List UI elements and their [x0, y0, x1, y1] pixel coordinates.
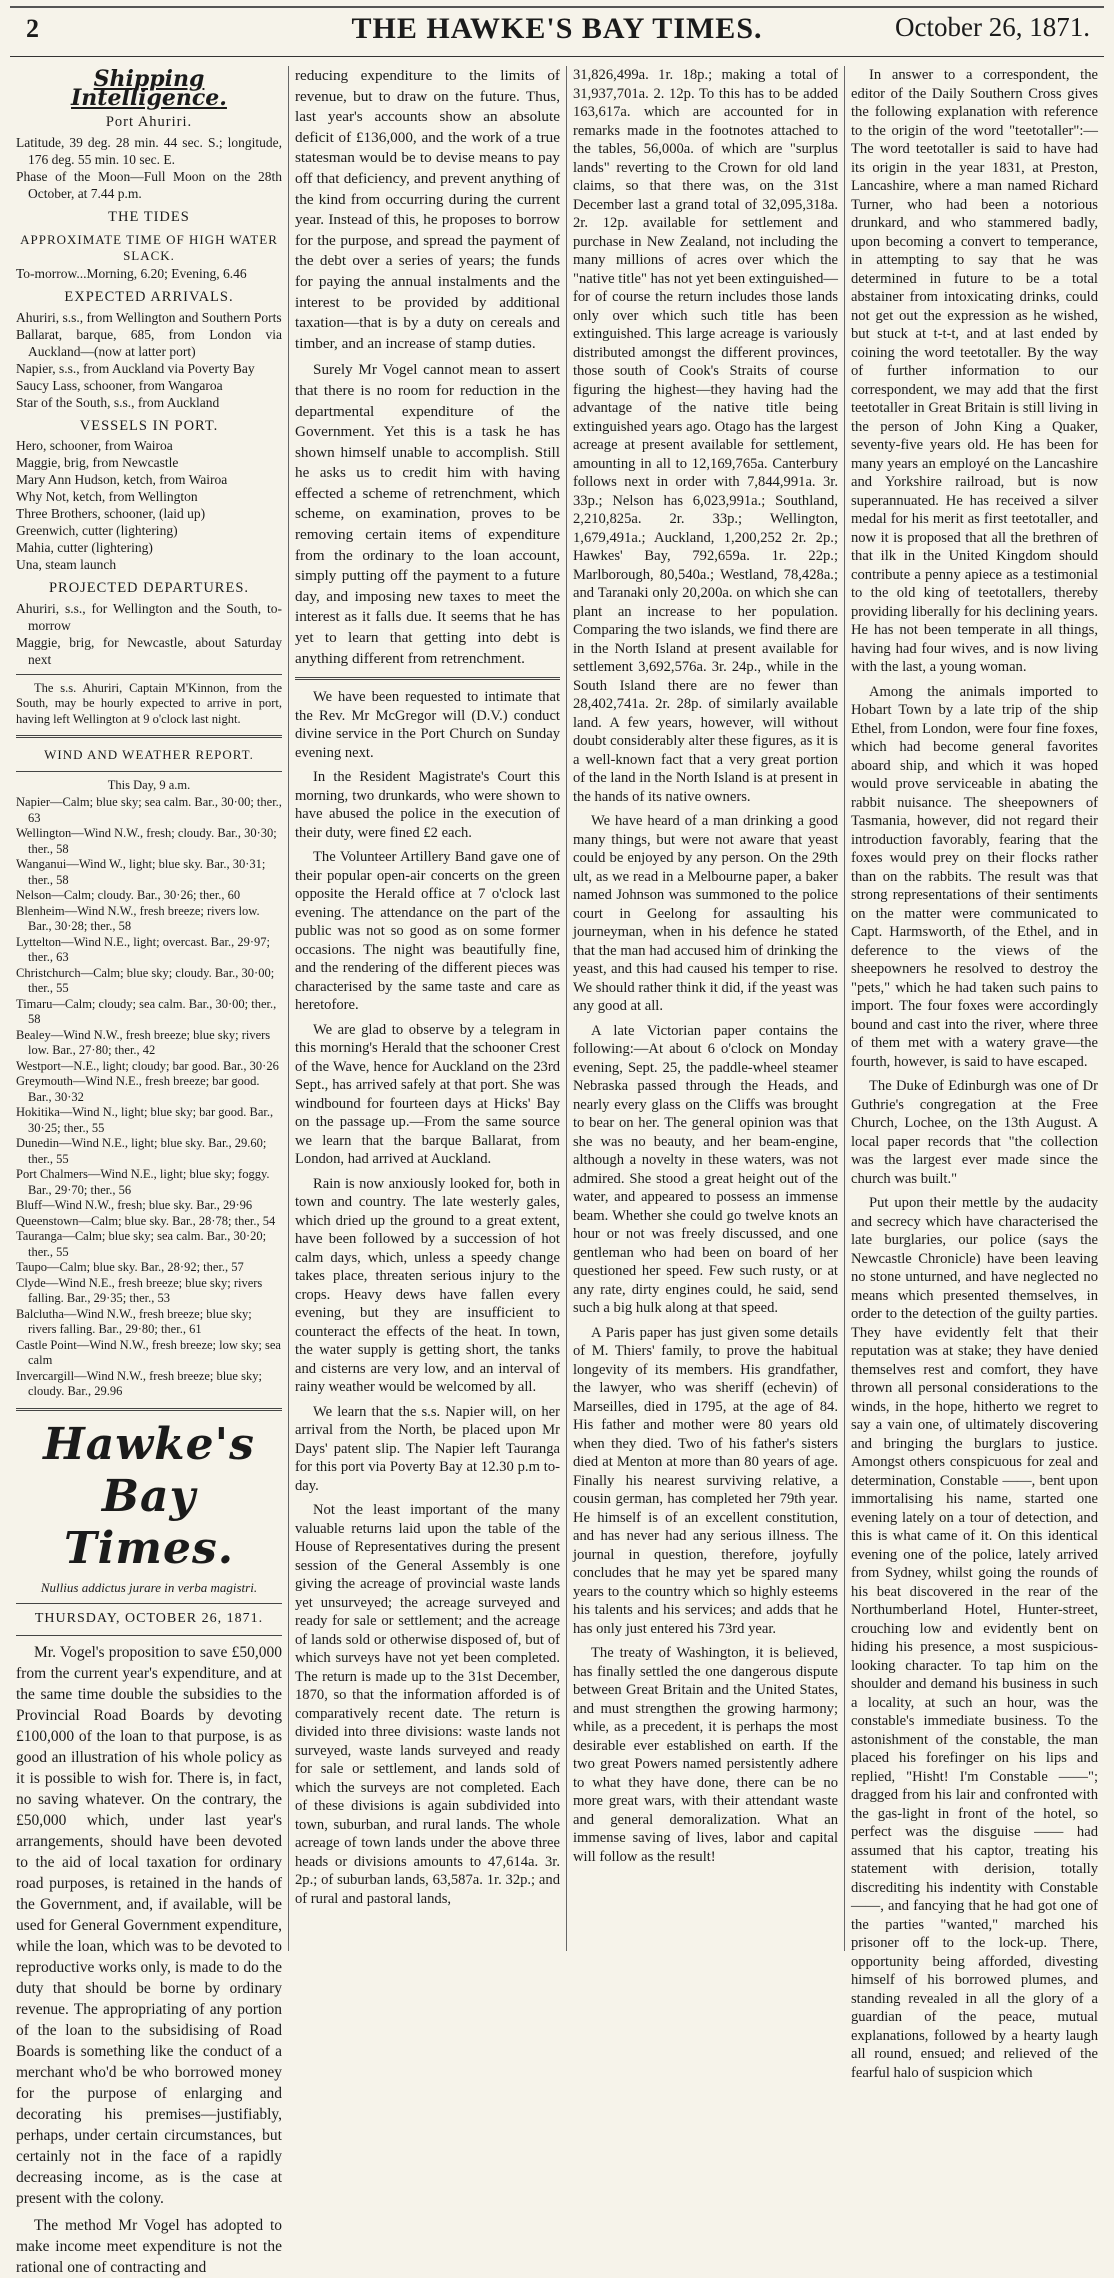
news-item: Rain is now anxiously looked for, both in town and country. The late westerly gales, which dried up the ground to a great extent, have been followed by a succession of hot calm days, which, unless a speedy change takes place, threaten serious injury to the crops. Heavy dews have fallen every evening, but they are insufficient to counteract the effects of the heat. In town, the water supply is getting short, the tanks and cisterns are very low, and an interval of rainy weather would be welcomed by all.	[295, 1175, 560, 1396]
masthead	[10, 0, 1104, 57]
weather-entry: Clyde—Wind N.E., fresh breeze; blue sky; rivers falling. Bar., 29·35; ther., 53	[16, 1275, 263, 1305]
in-port-item: Three Brothers, schooner, (laid up)	[16, 506, 206, 521]
divider	[16, 735, 282, 738]
arrivals-heading: EXPECTED ARRIVALS.	[64, 289, 234, 305]
arrival-item: Star of the South, s.s., from Auckland	[16, 394, 220, 410]
shipping-notice: The s.s. Ahuriri, Captain M'Kinnon, from the South, may be hourly expected to arrive in port, having left Wellington at 9 o'clock last night.	[16, 680, 282, 726]
weather-entry: Queenstown—Calm; blue sky. Bar., 28·78; ther., 54	[16, 1213, 276, 1228]
editorial-paragraph: Surely Mr Vogel cannot mean to assert that there is no room for reduction in the departmental expenditure of the Government. Yet this is a task he has shown himself unable to accomplish. Still he asks us to credit him with having effected a scheme of retrenchment, which scheme, on examination, proves to be removing certain items of expenditure from the ordinary to the loan account, simply putting off the payment to a future day, and imposing new taxes to meet the interest as it falls due. It seems that he has yet to learn that getting into debt is anything different from retrenchment.	[295, 361, 560, 667]
weather-entry: Wanganui—Wind W., light; blue sky. Bar., 30·31; ther., 58	[16, 857, 266, 887]
weather-entry: Balclutha—Wind N.W., fresh breeze; blue sky; rivers falling. Bar., 29·80; ther., 61	[16, 1306, 252, 1336]
news-item: 31,826,499a. 1r. 18p.; making a total of 31,937,701a. 2. 12p. To this has to be added 163,617a. which are accounted for in remarks made in the footnotes attached to the tables, 56,000a. of which are "surplus lands" reverting to the Crown for old land claims, so that there was, on the 31st December last a grand total of 32,095,318a. 2r. 12p. available for settlement and purchase in New Zealand, not including the many millions of acres over which the "native title" has not yet been extinguished—for of course the return includes those lands only over which such title has been extinguished. This large acreage is variously distributed amongst the different provinces, those south of Cook's Straits of course figuring the highest—they having had the advantage of the native title being extinguished years ago. Otago has the largest acreage at present available for settlement, amounting in all to 12,169,765a. Canterbury follows next in order with 7,844,991a. 3r. 33p.; Nelson has 6,023,991a.; Southland, 2,210,825a. 2r. 33p.; Wellington, 1,679,491a.; Auckland, 1,200,252 2r. 2p.; Hawkes' Bay, 792,659a. 1r. 22p.; Marlborough, 80,540a.; Westland, 78,428a.; and Taranaki only 20,200a. on which she can plant an increase to her population. Comparing the two islands, we find there are in the North Island at present available for settlement 3,692,576a. 3r. 24p., while in the South Island there are no fewer than 28,402,741a. 2r. 28p. of similarly available land. A few years, however, will without doubt considerably alter these figures, as it is a well-known fact that a very great portion of the land in the North Island is at present in the hands of its native owners.	[573, 67, 838, 805]
editorial-paragraph: Mr. Vogel's proposition to save £50,000 from the current year's expenditure, and at the same time double the subsidies to the Provincial Road Boards by devoting £100,000 of the loan to that purpose, is as good an illustration of his whole policy as it is possible to wish for. There is, in fact, no saving whatever. On the contrary, the £50,000 which, under last year's arrangements, should have been devoted to the aid of local taxation for ordinary road purposes, is retained in the hands of the Government, and, if available, will be used for General Government expenditure, while the loan, which was to be devoted to reproductive works only, is made to do the duty that should be borne by ordinary revenue. The appropriating of any portion of the loan to the subsidising of Road Boards is something like the conduct of a merchant who'd be who borrowed money for the purpose of enlarging and decorating his premises—justifiably, perhaps, under certain circumstances, but certainly not in the face of a rapidly decreasing income, as is the case at present with the colony.	[16, 1643, 282, 2207]
tides-subheading: APPROXIMATE TIME OF HIGH WATER SLACK.	[20, 232, 278, 263]
divider	[16, 1408, 282, 1411]
in-port-heading: VESSELS IN PORT.	[79, 417, 219, 434]
weather-entry: Bluff—Wind N.W., fresh; blue sky. Bar., 29·96	[16, 1198, 253, 1212]
weather-entry: Nelson—Calm; cloudy. Bar., 30·26; ther., 60	[16, 888, 241, 902]
editorial-nameplate: Hawke's Bay Times.	[43, 1418, 255, 1574]
weather-entry: Invercargill—Wind N.W., fresh breeze; blue sky; cloudy. Bar., 29.96	[16, 1368, 262, 1398]
in-port-item: Hero, schooner, from Wairoa	[16, 438, 173, 453]
weather-entry: Castle Point—Wind N.W., fresh breeze; low sky; sea calm	[16, 1337, 281, 1367]
news-item: Among the animals imported to Hobart Town by a late trip of the ship Ethel, from London, were four fine foxes, which had become general favorites aboard ship, and which it was hoped would prove serviceable in abating the rabbit nuisance. The sheepowners of Tasmania, however, did not regard their introduction favorably, fearing that the foxes would prey on their flocks rather than on the rabbits. The result was that strong representations of their sentiments on the matter were communicated to Capt. Harmsworth, of the Ethel, and in deference to the views of the sheepowners he resolved to destroy the "pets," which he had taken such pains to import. The four foxes were accordingly bound and cast into the river, where three of them met with a watery grave—the fourth, however, is said to have escaped.	[851, 683, 1098, 1070]
weather-entry: Christchurch—Calm; blue sky; cloudy. Bar., 30·00; ther., 55	[16, 965, 275, 995]
newspaper-title: THE HAWKE'S BAY TIMES.	[351, 12, 763, 45]
news-item: The Volunteer Artillery Band gave one of their popular open-air concerts on the green opposite the Herald office at 7 o'clock last evening. The attendance on the part of the public was not so good as on some former occasions. The night was beautifully fine, and the rendering of the different pieces was characterised by the same taste and care as heretofore.	[295, 849, 560, 1014]
moon-phase: Phase of the Moon—Full Moon on the 28th October, at 7.44 p.m.	[16, 168, 282, 201]
divider	[16, 1603, 282, 1604]
departure-item: Ahuriri, s.s., for Wellington and the South, to-morrow	[16, 600, 282, 633]
column-1	[10, 66, 288, 2276]
divider	[16, 674, 282, 675]
arrival-item: Ballarat, barque, 685, from London via Auckland—(now at latter port)	[16, 326, 282, 359]
column-3	[566, 66, 844, 1951]
divider	[16, 771, 282, 772]
news-item: We learn that the s.s. Napier will, on her arrival from the North, be placed upon Mr Days' patent slip. The Napier left Tauranga for this port via Poverty Bay at 12.30 p.m to-day.	[295, 1403, 560, 1494]
weather-entry: Greymouth—Wind N.E., fresh breeze; bar good. Bar., 30·32	[16, 1074, 260, 1104]
columns	[10, 66, 1104, 2276]
weather-entry: Napier—Calm; blue sky; sea calm. Bar., 30·00; ther., 63	[16, 795, 282, 825]
editorial-paragraph: The method Mr Vogel has adopted to make income meet expenditure is not the rational one of contracting and	[16, 2216, 282, 2276]
editorial-date: THURSDAY, OCTOBER 26, 1871.	[34, 1611, 264, 1626]
in-port-item: Una, steam launch	[16, 557, 117, 572]
weather-time: This Day, 9 a.m.	[107, 777, 191, 792]
news-item: Not the least important of the many valuable returns laid upon the table of the House of Representatives during the present session of the General Assembly is one giving the acreage of provincial waste lands yet unsurveyed; the acreage surveyed and ready for sale or settlement; and the acreage of lands sold or otherwise disposed of, but of which surveys have not yet been completed. The return is made up to the 31st December, 1870, so that the information afforded is of comparatively recent date. The return is divided into three divisions: waste lands not surveyed, waste lands surveyed and ready for sale or settlement, and lands sold of which the surveys are not completed. Each of these divisions is again subdivided into town, suburban, and rural lands. The whole acreage of town lands under the above three heads or divisions amounts to 47,614a. 3r. 2p.; of suburban lands, 63,587a. 1r. 32p.; and of rural and pastoral lands,	[295, 1502, 560, 1907]
column-2	[288, 66, 566, 1951]
editorial-paragraph: reducing expenditure to the limits of revenue, but to draw on the future. Thus, last year's accounts show an absolute deficit of £136,000, and the work of a true statesman would be to devise means to pay off that deficiency, and prevent anything of the kind from occurring during the current year. Instead of this, he proposes to borrow for the purpose, and spread the payment of the debt over a series of years; the funds for paying the annual instalments and the interest to be provided by additional taxation—that is by a duty on cereals and timber, and an increase of stamp duties.	[295, 67, 560, 352]
weather-entry: Hokitika—Wind N., light; blue sky; bar good. Bar., 30·25; ther., 55	[16, 1105, 274, 1135]
news-item: Put upon their mettle by the audacity and secrecy which have characterised the late burglaries, our police (says the Newcastle Chronicle) have been leaving no stone unturned, and have neglected no means which presented themselves, in order to the detection of the guilty parties. They have evidently felt that their reputation was at stake; they have denied themselves rest and comfort, they have thrown all personal considerations to the winds, in the hope, hitherto we regret to say a vain one, of ultimately discovering and bringing the burglars to justice. Amongst others conspicuous for zeal and determination, Constable ——, bent upon immortalising his name, started one evening lately on a tour of detection, and this is what came of it. On this identical evening one of the police, lately arrived from Sydney, whilst going the rounds of his beat discovered in the rear of the Northumberland Hotel, Hunter-street, crouching low and evidently bent on hiding his presence, a most suspicious-looking character. To tap him on the shoulder and demand his business in such a locality, at such an hour, was the constable's immediate business. To the astonishment of the constable, the man placed his forefinger on his lips and replied, "Hisht! I'm Constable ——"; dragged from his lair and confronted with the gas-light in front of the hotel, so perfect was the disguise —— had assumed that his captor, treating his statement with derision, totally discrediting his indentity with Constable ——, and fancying that he had got one of the parties "wanted," marched his prisoner off to the lock-up. There, opportunity being afforded, divesting himself of his borrowed plumes, and standing revealed in all the glory of a guardian of the peace, mutual explanations, followed by a hearty laugh all round, ensued; and relieved of the fearful halo of suspicion which	[851, 1195, 1098, 2081]
weather-entry: Dunedin—Wind N.E., light; blue sky. Bar., 29.60; ther., 55	[16, 1136, 267, 1166]
tides-heading: THE TIDES	[108, 208, 190, 225]
divider	[295, 677, 560, 680]
weather-entry: Taupo—Calm; blue sky. Bar., 28·92; ther., 57	[16, 1260, 244, 1274]
in-port-item: Mahia, cutter (lightering)	[16, 540, 153, 555]
page-number: 2	[26, 14, 39, 43]
weather-entry: Timaru—Calm; cloudy; sea calm. Bar., 30·00; ther., 58	[16, 996, 277, 1026]
news-item: The Duke of Edinburgh was one of Dr Guthrie's congregation at the Free Church, Lochee, on the 13th August. A local paper records that "the collection was the largest ever made since the church was built."	[851, 1078, 1098, 1187]
weather-entry: Blenheim—Wind N.W., fresh breeze; rivers low. Bar., 30·28; ther., 58	[16, 903, 260, 933]
news-item: A Paris paper has just given some details of M. Thiers' family, to prove the habitual longevity of its members. His grandfather, the lawyer, who was sheriff (echevin) of Marseilles, died in 1795, at the age of 84. His father and mother were 80 years old when they died. Two of his father's sisters died at Menton at more than 80 years of age. Finally his nearest surviving relative, a cousin german, has completed her 79th year. He himself is of an excellent constitution, and has never had any serious illness. The journal in question, therefore, joyfully concludes that he may yet be spared many years to the country which so highly esteems his talents and his services; and adds that he has only just entered his 73rd year.	[573, 1324, 838, 1637]
editorial-motto: Nullius addictus jurare in verba magistri.	[40, 1579, 258, 1595]
column-4	[844, 66, 1104, 2081]
tides-line: To-morrow...Morning, 6.20; Evening, 6.46	[16, 266, 247, 281]
in-port-item: Mary Ann Hudson, ketch, from Wairoa	[16, 472, 228, 487]
arrival-item: Saucy Lass, schooner, from Wangaroa	[16, 377, 223, 393]
news-item: A late Victorian paper contains the following:—At about 6 o'clock on Monday evening, Sept. 25, the paddle-wheel steamer Nebraska passed through the Heads, and nearly every glass on the Cliffs was brought to bear on her. The general opinion was that she was no beauty, and her beam-engine, although a novelty in these waters, was not admired. She stood a great height out of the water, and appeared to possess an immense beam. Whether she could go twelve knots an hour or not was freely discussed, and one gentleman who had been on board of her questioned her speed. Few such rusty, or at any rate, dirty engines could, he said, send such a big hulk along at that speed.	[573, 1022, 838, 1316]
weather-entry: Tauranga—Calm; blue sky; sea calm. Bar., 30·20; ther., 55	[16, 1229, 267, 1259]
news-item: We have been requested to intimate that the Rev. Mr McGregor will (D.V.) conduct divine service in the Port Church on Sunday evening next.	[295, 689, 560, 761]
weather-entry: Westport—N.E., light; cloudy; bar good. Bar., 30·26	[16, 1058, 279, 1073]
news-item: In the Resident Magistrate's Court this morning, two drunkards, who were shown to have abused the police in the execution of their duty, were fined £2 each.	[295, 769, 560, 841]
in-port-item: Why Not, ketch, from Wellington	[16, 489, 198, 504]
weather-heading: WIND AND WEATHER REPORT.	[44, 747, 254, 762]
port-name: Port Ahuriri.	[105, 114, 193, 130]
arrival-item: Napier, s.s., from Auckland via Poverty Bay	[16, 360, 255, 376]
shipping-heading: Shipping Intelligence.	[71, 66, 227, 111]
departures-heading: PROJECTED DEPARTURES.	[48, 580, 250, 596]
issue-date: October 26, 1871.	[895, 12, 1090, 42]
in-port-item: Maggie, brig, from Newcastle	[16, 455, 179, 470]
in-port-item: Greenwich, cutter (lightering)	[16, 523, 178, 538]
weather-entry: Lyttelton—Wind N.E., light; overcast. Bar., 29·97; ther., 63	[16, 934, 270, 964]
divider	[16, 1635, 282, 1636]
news-item: We have heard of a man drinking a good many things, but were not aware that yeast could be enjoyed by any person. On the 29th ult, as we read in a Melbourne paper, a baker named Johnson was summoned to the police court in Geelong for assaulting his journeyman, when in his defence he stated that the man had accused him of drinking the yeast, and this had caused his temper to rise. We should rather think it did, if the yeast was any good at all.	[573, 813, 838, 1014]
weather-entry: Wellington—Wind N.W., fresh; cloudy. Bar., 30·30; ther., 58	[16, 826, 277, 856]
weather-entry: Port Chalmers—Wind N.E., light; blue sky; foggy. Bar., 29·70; ther., 56	[16, 1167, 270, 1197]
port-position: Latitude, 39 deg. 28 min. 44 sec. S.; longitude, 176 deg. 55 min. 10 sec. E.	[16, 134, 282, 167]
arrival-item: Ahuriri, s.s., from Wellington and Southern Ports	[16, 309, 282, 325]
news-item: In answer to a correspondent, the editor of the Daily Southern Cross gives the following explanation with reference to the origin of the word "teetotaller":—The word teetotaller is said to have had its origin in the year 1831, at Preston, Lancashire, where a man named Richard Turner, who had been a notorious drunkard, and who stammered badly, upon becoming a convert to temperance, in attempting to say that he was determined in future to be a total abstainer from intoxicating drinks, could not get out the expression as he wished, but stuck at t-t-t, and at last ended by coining the word teetotaller. By the way of further information to our correspondent, we may add that the first teetotaller in Great Britain is still living in the person of John King a Quaker, seventy-five years old. He has been for many years an employé on the Lancashire and Yorkshire railroad, but is now superannuated. He has received a silver medal for his merit as first teetotaller, and now it is proposed that all the brethren of that ilk in the United Kingdom should contribute a penny apiece as a testimonial to the old king of teetotallers, thereby providing liberally for his declining years. He has not been temperate in all things, having had four wives, and is now living with the last, a young woman.	[851, 67, 1098, 675]
news-item: The treaty of Washington, it is believed, has finally settled the one dangerous dispute between Great Britain and the United States, and must strengthen the growing harmony; while, as a precedent, it is perhaps the most desirable ever established on earth. If the two great Powers named persistently adhere to what they have done, there can be no more great wars, with their attendant waste and general demoralization. What an immense saving of lives, labor and capital will follow as the result!	[573, 1645, 838, 1865]
weather-entry: Bealey—Wind N.W., fresh breeze; blue sky; rivers low. Bar., 27·80; ther., 42	[16, 1027, 271, 1057]
news-item: We are glad to observe by a telegram in this morning's Herald that the schooner Crest of the Wave, hence for Auckland on the 23rd Sept., has arrived safely at that port. She was windbound for fourteen days at Hicks' Bay on the passage up.—From the same source we learn that the barque Ballarat, from London, had arrived at Auckland.	[295, 1021, 560, 1168]
departure-item: Maggie, brig, for Newcastle, about Saturday next	[16, 634, 282, 667]
